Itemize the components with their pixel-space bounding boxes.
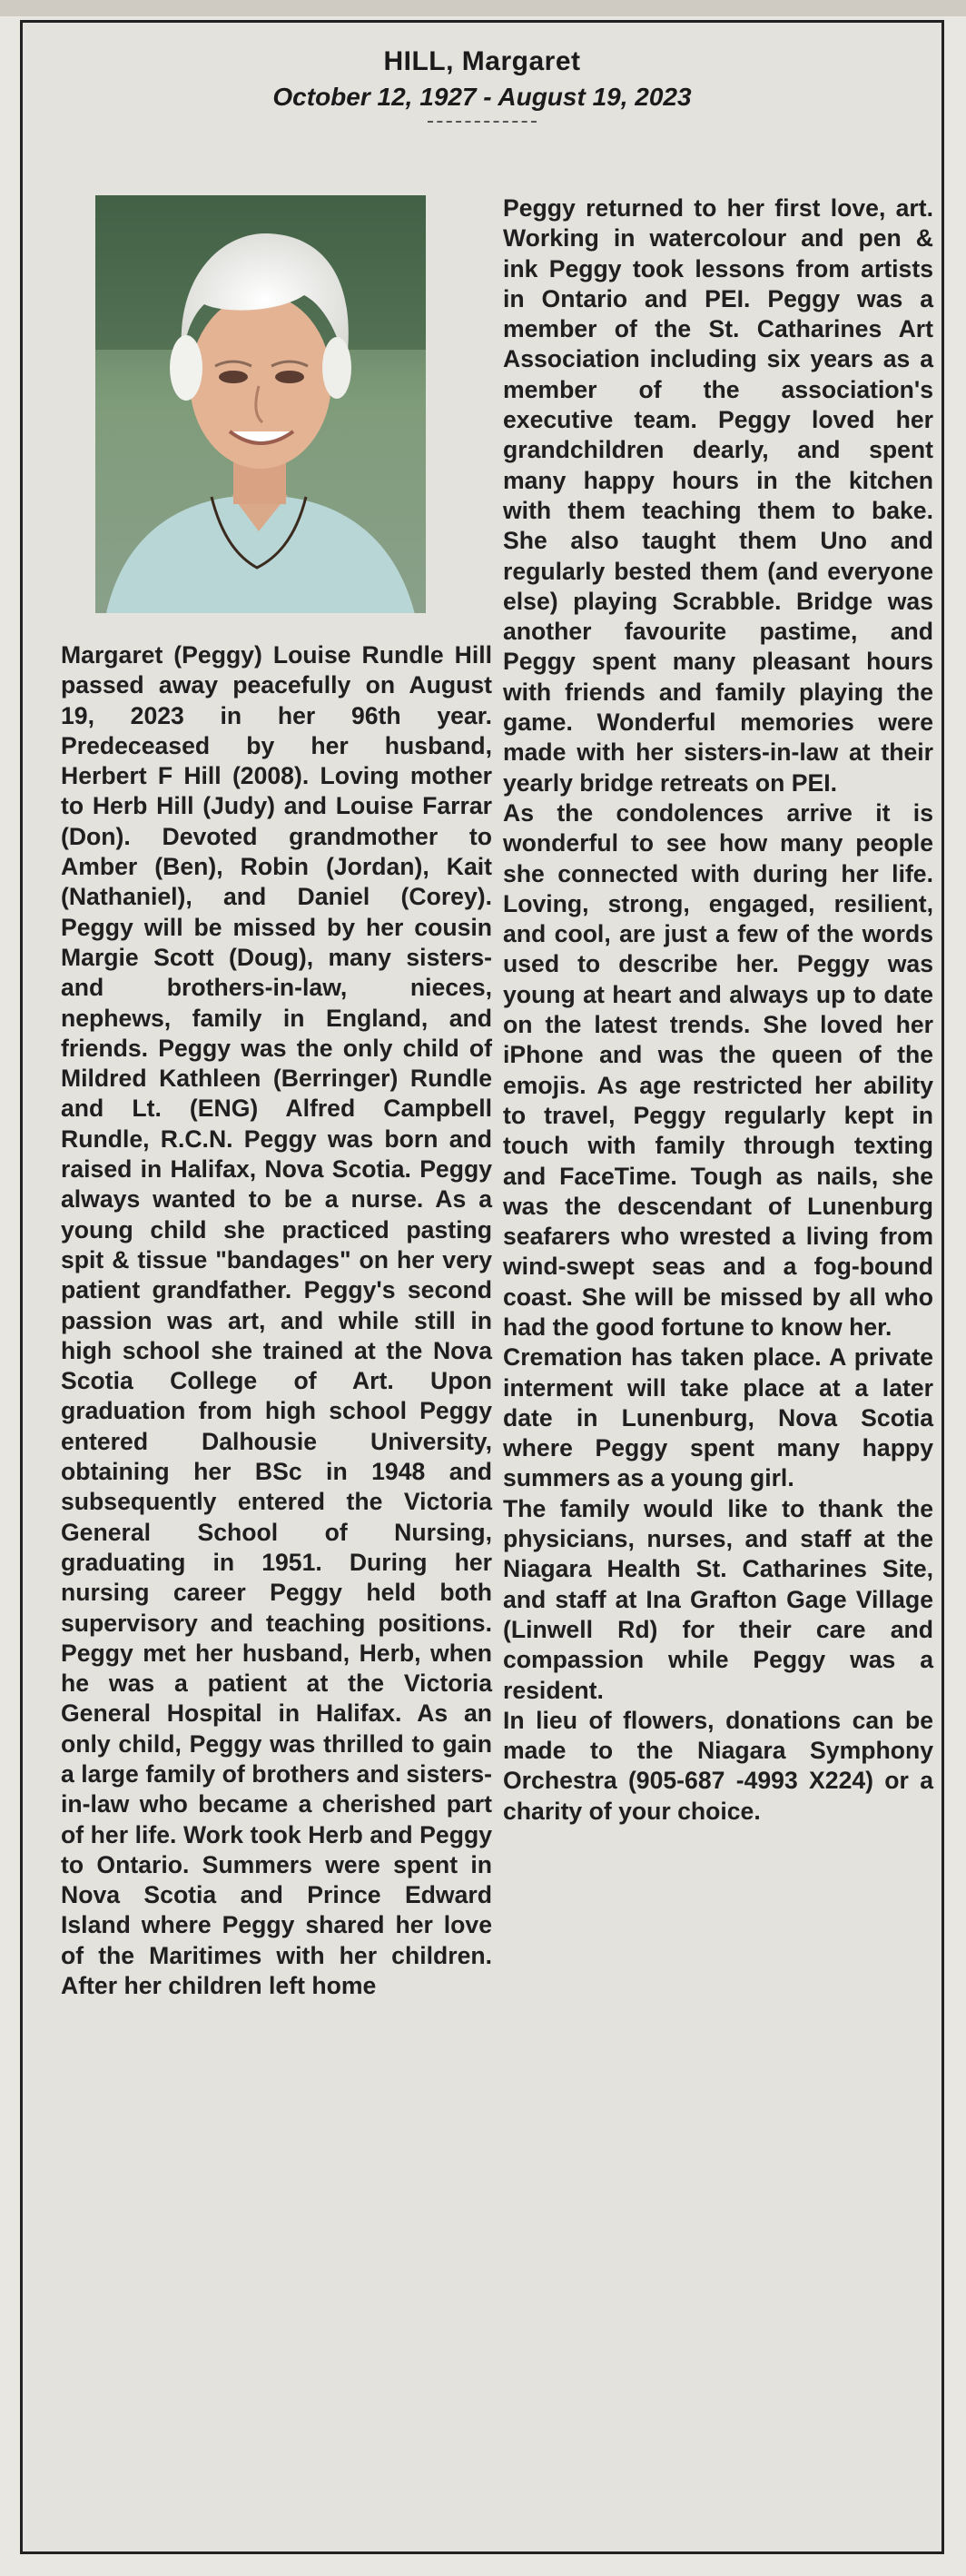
paragraph: In lieu of flowers, donations can be made to the Niagara Symphony Orchestra (905-687 -4993 X224) or a charity of your choice.: [503, 1706, 933, 1825]
obituary-notice: [20, 20, 944, 2554]
paragraph: Peggy returned to her first love, art. Working in watercolour and pen & ink Peggy took lessons from artists in Ontario and PEI. Peggy was a member of the St. Catharines Art Association including six years as a member of the association's executive team. Peggy loved her grandchildren dearly, and spent many happy hours in the kitchen with them teaching them to bake. She also taught them Uno and regularly bested them (and everyone else) playing Scrabble. Bridge was another favourite pastime, and Peggy spent many pleasant hours with friends and family playing the game. Wonderful memories were made with her sisters-in-law at their yearly bridge retreats on PEI.: [503, 194, 933, 797]
deceased-name: HILL, Margaret: [383, 46, 581, 76]
paragraph: Margaret (Peggy) Louise Rundle Hill passed away peacefully on August 19, 2023 in her 96th year. Predeceased by her husband, Herbert F Hill (2008). Loving mother to Herb Hill (Judy) and Louise Farrar (Don). Devoted grandmother to Amber (Ben), Robin (Jordan), Kait (Nathaniel), and Daniel (Corey). Peggy will be missed by her cousin Margie Scott (Doug), many sisters- and brothers-in-law, nieces, nephews, family in England, and friends. Peggy was the only child of Mildred Kathleen (Berringer) Rundle and Lt. (ENG) Alfred Campbell Rundle, R.C.N. Peggy was born and raised in Halifax, Nova Scotia. Peggy always wanted to be a nurse. As a young child she practiced pasting spit & tissue "bandages" on her very patient grandfather. Peggy's second passion was art, and while still in high school she trained at the Nova Scotia College of Art. Upon graduation from high school Peggy entered Dalhousie University, obtaining her BSc in 1948 and subsequently entered the Victoria General School of Nursing, graduating in 1951. During her nursing career Peggy held both supervisory and teaching positions. Peggy met her husband, Herb, when he was a patient at the Victoria General Hospital in Halifax. As an only child, Peggy was thrilled to gain a large family of brothers and sisters-in-law who became a cherished part of her life. Work took Herb and Peggy to Ontario. Summers were spent in Nova Scotia and Prince Edward Island where Peggy shared her love of the Maritimes with her children. After her children left home: [61, 641, 492, 2000]
page-top-strip: [0, 0, 966, 16]
paragraph: The family would like to thank the physicians, nurses, and staff at the Niagara Health St. Catharines Site, and staff at Ina Grafton Gage Village (Linwell Rd) for their care and compassion while Peggy was a resident.: [503, 1494, 933, 1704]
text-column-left: [61, 640, 492, 2001]
text-column-right: [503, 193, 933, 1827]
portrait-illustration: [95, 195, 426, 613]
life-dates: October 12, 1927 - August 19, 2023: [272, 83, 692, 111]
portrait-photo: [95, 195, 426, 613]
paragraph: Cremation has taken place. A private interment will take place at a later date in Lunenburg, Nova Scotia where Peggy spent many happy summers as a young girl.: [503, 1343, 933, 1492]
notice-header: [23, 46, 941, 123]
paragraph: As the condolences arrive it is wonderful to see how many people she connected with during her life. Loving, strong, engaged, resilient, and cool, are just a few of the words used to describe her. Peggy was young at heart and always up to date on the latest trends. She loved her iPhone and was the queen of the emojis. As age restricted her ability to travel, Peggy regularly kept in touch with family through texting and FaceTime. Tough as nails, she was the descendant of Lunenburg seafarers who wrested a living from wind-swept seas and a fog-bound coast. She will be missed by all who had the good fortune to know her.: [503, 798, 933, 1341]
header-divider: [428, 121, 537, 123]
